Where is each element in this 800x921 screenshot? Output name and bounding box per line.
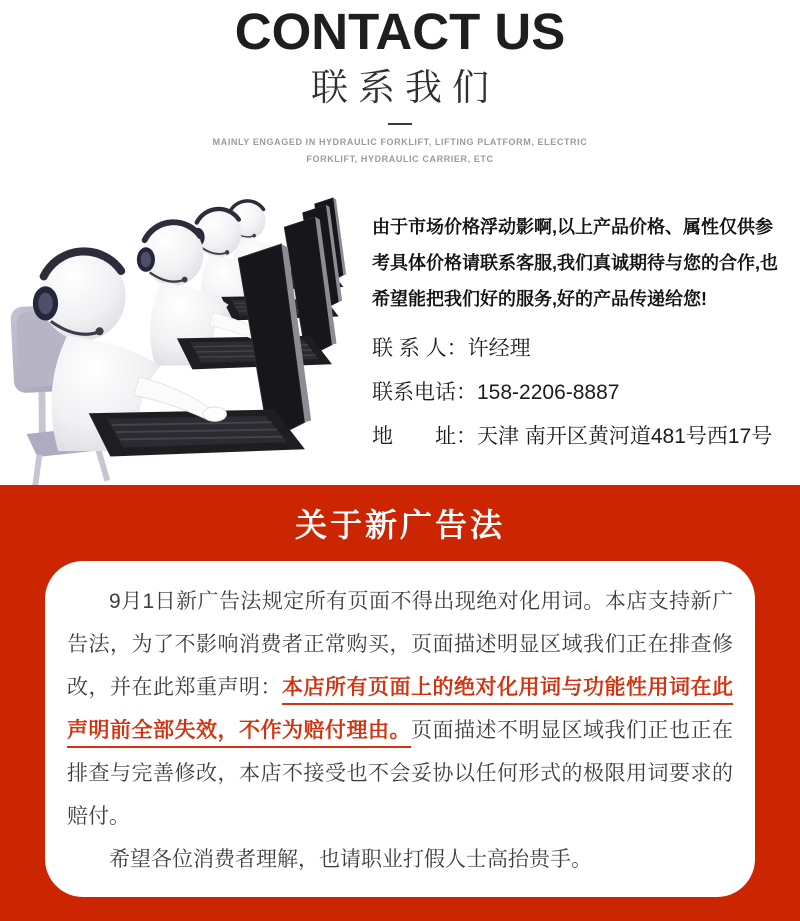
contact-phone-value: 158-2206-8887: [477, 381, 620, 405]
contact-phone-row: [372, 380, 786, 405]
law-notice-card: [45, 561, 755, 897]
contact-address-value: 天津 南开区黄河道481号西17号: [477, 425, 773, 449]
law-text-before: 9月1日新广告法规定所有页面不得出现绝对化用词。本店支持新广告法，为了不影响消费者正常购买，页面描述明显区域我们正在排查修改，并在此郑重声明：: [67, 590, 733, 699]
price-notice: 由于市场价格浮动影啊,以上产品价格、属性仅供参考具体价格请联系客服,我们真诚期待与您的合作,也希望能把我们好的服务,好的产品传递给您!: [372, 216, 778, 309]
header-divider: [388, 123, 412, 125]
tagline-line-2: FORKLIFT, HYDRAULIC CARRIER, ETC: [306, 153, 494, 164]
contact-header: [0, 0, 800, 167]
law-text-after: 页面描述不明显区域我们正也正在排查与完善修改，本店不接受也不会妥协以任何形式的极限用词要求的赔付。: [67, 719, 733, 828]
law-paragraph-2: 希望各位消费者理解，也请职业打假人士高抬贵手。: [109, 848, 592, 871]
contact-info-column: [372, 189, 792, 491]
contact-phone-label: 联系电话：: [372, 381, 477, 405]
contact-address-label: 地 址：: [372, 425, 477, 449]
law-section-title: 关于新广告法: [294, 507, 505, 543]
advertising-law-section: [0, 485, 800, 921]
customer-service-figures-icon: [0, 189, 372, 491]
customer-service-illustration: [0, 189, 372, 491]
page-title: CONTACT US: [234, 3, 566, 60]
contact-person-value: 许经理: [467, 336, 531, 360]
contact-person-row: [372, 336, 786, 361]
law-highlight-text: 本店所有页面上的绝对化用词与功能性用词在此声明前全部失效，不作为赔付理由。: [67, 676, 733, 742]
page-subtitle-chinese: 联系我们: [311, 67, 499, 109]
header-tagline: [0, 134, 800, 166]
law-paragraph-1: [67, 580, 733, 838]
contact-address-row: [372, 424, 786, 449]
contact-person-label: 联 系 人：: [372, 336, 468, 360]
tagline-line-1: MAINLY ENGAGED IN HYDRAULIC FORKLIFT, LIFTING PLATFORM, ELECTRIC: [212, 137, 588, 148]
contact-rows: [372, 336, 786, 450]
contact-main-section: [0, 189, 800, 491]
